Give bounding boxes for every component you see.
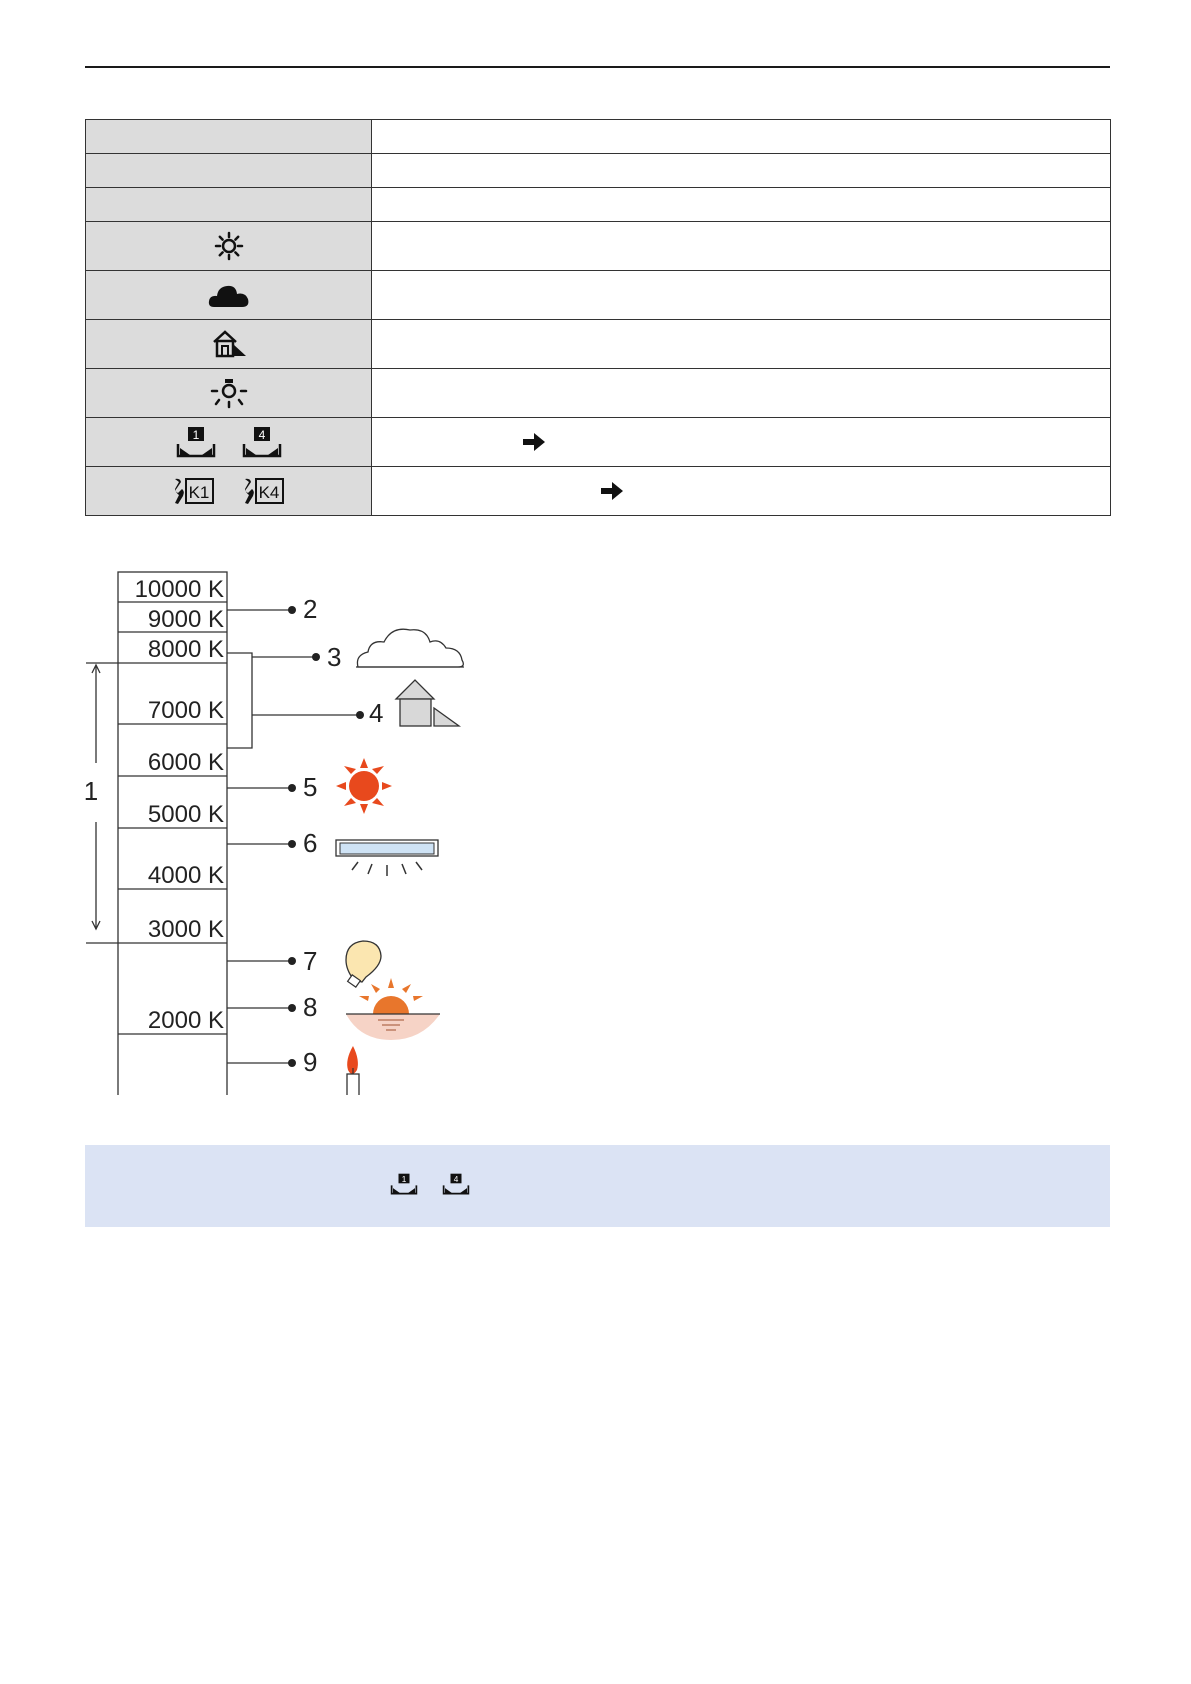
icon-cell: [86, 320, 372, 369]
callout-6: 6: [303, 828, 318, 858]
flash-icon: [210, 377, 248, 409]
k-label: K4: [258, 483, 279, 502]
color-temperature-scale: [80, 565, 480, 1095]
badge-number: 4: [453, 1174, 459, 1184]
candle-icon: [347, 1046, 359, 1095]
icon-cell: [86, 467, 372, 516]
tick-label: 3000 K: [147, 916, 224, 943]
icon-cell: [86, 271, 372, 320]
callout-7: 7: [303, 946, 318, 976]
header-rule: [85, 66, 1110, 68]
icon-cell: [86, 222, 372, 271]
fluorescent-lamp-icon: [336, 840, 438, 876]
icon-cell: [86, 120, 372, 154]
callout-5: 5: [303, 772, 318, 802]
color-temp-k4-icon: [242, 476, 286, 506]
custom-wb-1-icon: [390, 1173, 418, 1195]
badge-number: 1: [192, 428, 199, 442]
tick-label: 4000 K: [147, 862, 224, 889]
shade-icon: [211, 329, 247, 359]
badge-number: 4: [258, 428, 265, 442]
light-bulb-icon: [346, 941, 381, 987]
table-row: [86, 369, 1111, 418]
callout-4: 4: [369, 698, 384, 728]
sun-icon: [214, 231, 244, 261]
table-row: [86, 154, 1111, 188]
table-row: [86, 188, 1111, 222]
badge-number: 1: [401, 1174, 407, 1184]
sunset-icon: [346, 978, 440, 1040]
description-cell: [372, 418, 1111, 467]
color-temp-k1-icon: [172, 476, 216, 506]
description-cell: [372, 467, 1111, 516]
description-cell: [372, 120, 1111, 154]
description-cell: [372, 154, 1111, 188]
sun-picture-icon: [336, 758, 392, 814]
description-cell: [372, 222, 1111, 271]
description-cell: [372, 271, 1111, 320]
icon-cell: [86, 418, 372, 467]
callout-9: 9: [303, 1047, 318, 1077]
tick-label: 6000 K: [147, 749, 224, 776]
icon-cell: [86, 188, 372, 222]
callout-3: 3: [327, 642, 342, 672]
table-row: [86, 320, 1111, 369]
icon-cell: [86, 369, 372, 418]
custom-wb-4-icon: [242, 426, 282, 458]
bracket: [227, 653, 252, 748]
tick-label: 10000 K: [134, 576, 224, 603]
callout-1: 1: [83, 776, 99, 806]
custom-wb-4-icon: [442, 1173, 470, 1195]
custom-wb-1-icon: [176, 426, 216, 458]
cloudy-sky-icon: [356, 629, 464, 667]
tick-label: 5000 K: [147, 801, 224, 828]
tick-label: 7000 K: [147, 697, 224, 724]
note-box: [85, 1145, 1110, 1227]
tick-label: 2000 K: [147, 1007, 224, 1034]
k-label: K1: [188, 483, 209, 502]
arrow-right-icon: [600, 481, 624, 501]
description-cell: [372, 188, 1111, 222]
callout-2: 2: [303, 594, 318, 624]
tick-label: 8000 K: [147, 636, 224, 663]
arrow-right-icon: [522, 432, 546, 452]
callout-8: 8: [303, 992, 318, 1022]
table-row: [86, 418, 1111, 467]
shade-house-icon: [396, 680, 459, 726]
table-row: [86, 271, 1111, 320]
white-balance-table: [85, 119, 1111, 516]
description-cell: [372, 369, 1111, 418]
tick-label: 9000 K: [147, 606, 224, 633]
icon-cell: [86, 154, 372, 188]
table-row: [86, 222, 1111, 271]
table-row: [86, 120, 1111, 154]
table-row: [86, 467, 1111, 516]
cloud-icon: [208, 280, 250, 310]
description-cell: [372, 320, 1111, 369]
